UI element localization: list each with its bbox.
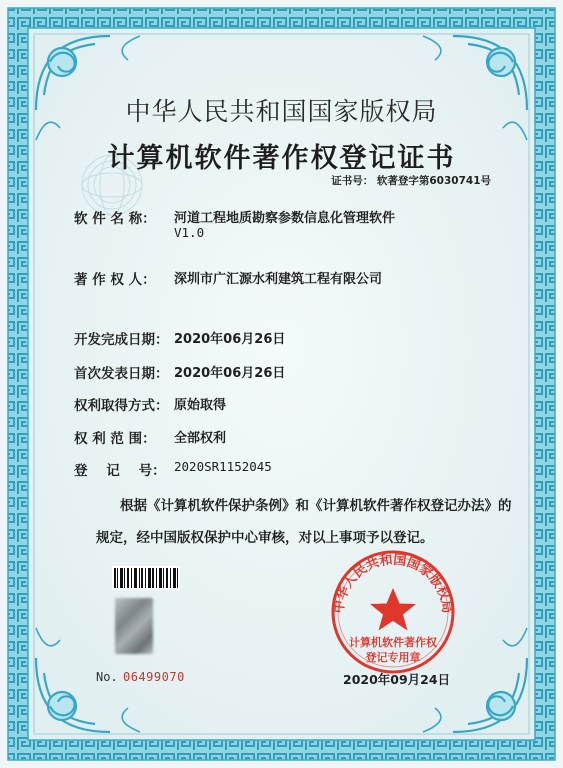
seal-line-1: 计算机软件著作权	[349, 636, 437, 649]
issue-date: 2020年09月24日	[343, 672, 451, 687]
certificate-number: 证书号： 软著登字第6030741号	[331, 175, 491, 187]
software-name-value: 河道工程地质勘察参数信息化管理软件	[174, 211, 396, 226]
publication-date-value: 2020年06月26日	[174, 366, 286, 381]
software-version-value: V1.0	[174, 225, 205, 240]
certificate-title: 计算机软件著作权登记证书	[107, 143, 456, 174]
acquisition-method-label: 权利取得方式：	[74, 398, 169, 414]
completion-date-label: 开发完成日期：	[74, 332, 169, 348]
completion-date-value: 2020年06月26日	[174, 332, 286, 347]
seal-line-2: 登记专用章	[365, 651, 421, 664]
serial-number: 06499070	[123, 670, 185, 684]
issuer-title: 中华人民共和国国家版权局	[125, 97, 438, 126]
barcode	[112, 566, 180, 590]
acquisition-method-value: 原始取得	[174, 398, 227, 413]
software-name-label: 软 件 名 称：	[74, 211, 156, 227]
statement-line-2: 规定，经中国版权保护中心审核，对以上事项予以登记。	[96, 530, 434, 546]
statement-line-1: 根据《计算机软件保护条例》和《计算机软件著作权登记办法》的	[120, 498, 512, 514]
qr-code	[115, 598, 153, 654]
serial-label: No.	[96, 670, 118, 684]
registration-number-label: 登 记 号：	[74, 463, 166, 479]
copyright-owner-value: 深圳市广汇源水利建筑工程有限公司	[174, 272, 383, 287]
copyright-owner-label: 著 作 权 人：	[74, 272, 156, 288]
publication-date-label: 首次发表日期：	[74, 366, 169, 382]
registration-number-value: 2020SR1152045	[174, 459, 272, 474]
seal-arc-text: 中华人民共和国国家版权局	[331, 552, 455, 615]
rights-scope-value: 全部权利	[174, 431, 227, 446]
rights-scope-label: 权 利 范 围：	[74, 431, 156, 447]
